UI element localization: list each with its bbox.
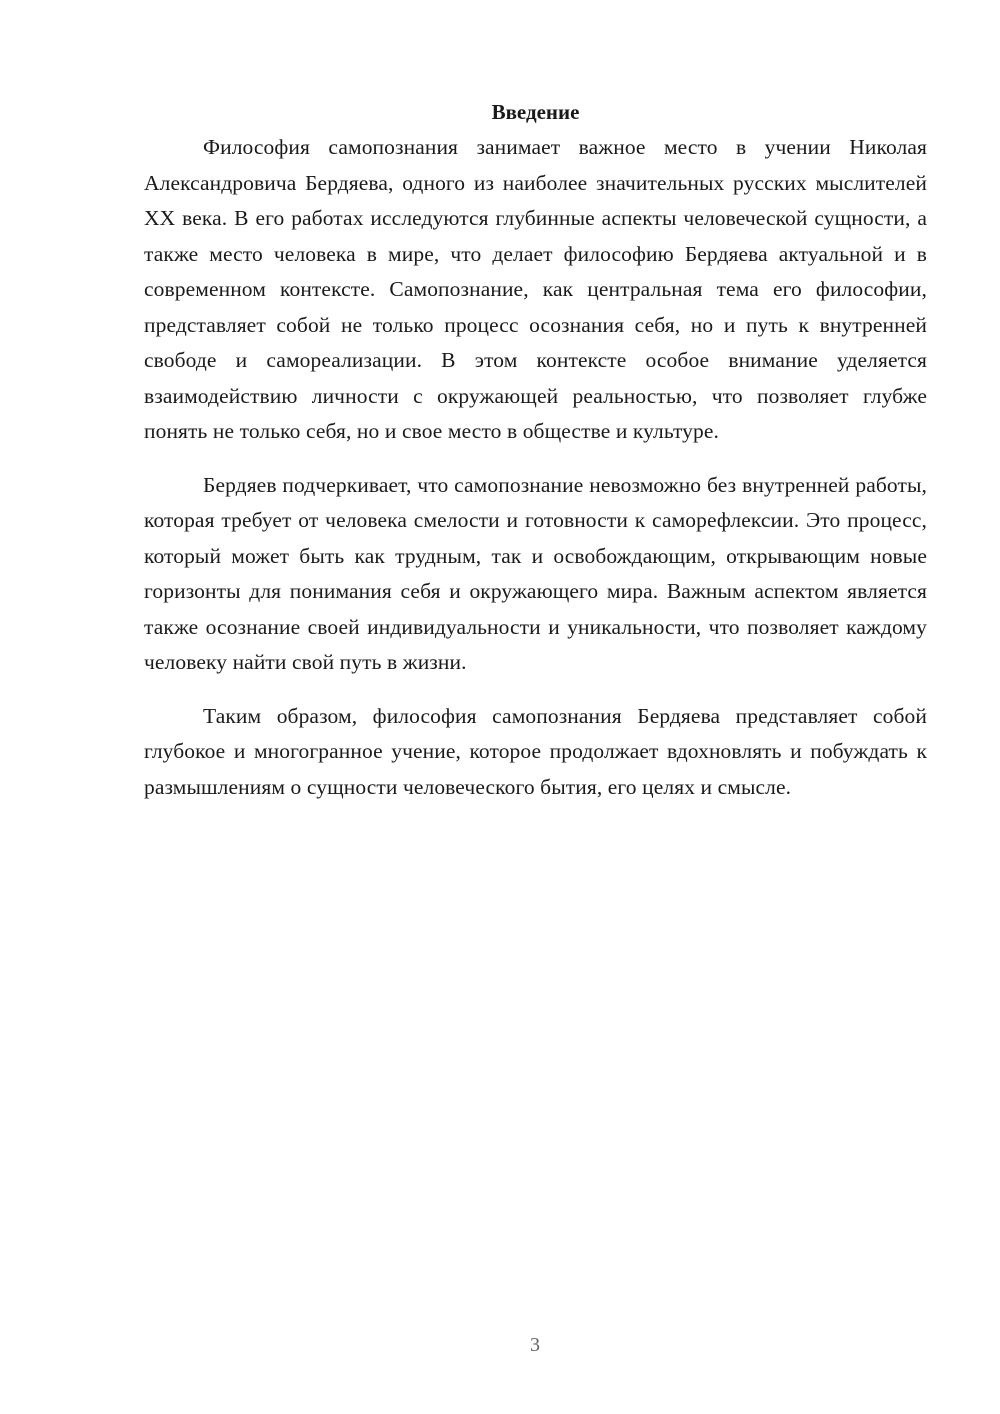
paragraph-2: Бердяев подчеркивает, что самопознание невозможно без внутренней работы, которая требует от человека смелости и готовности к саморефлексии. Это процесс, который может быть как трудным, так и освобождающим, открывающим новые горизонты для понимания себя и окружающего мира. Важным аспектом является также осознание своей индивидуальности и уникальности, что позволяет каждому человеку найти свой путь в жизни. [144,472,927,674]
page-content [144,94,927,805]
page-number: 3 [530,1334,540,1356]
section-heading: Введение [491,100,580,124]
paragraph-1: Философия самопознания занимает важное место в учении Николая Александровича Бердяева, одного из наиболее значительных русских мыслителей XX века. В его работах исследуются глубинные аспекты человеческой сущности, а также место человека в мире, что делает философию Бердяева актуальной и в современном контексте. Самопознание, как центральная тема его философии, представляет собой не только процесс осознания себя, но и путь к внутренней свободе и самореализации. В этом контексте особое внимание уделяется взаимодействию личности с окружающей реальностью, что позволяет глубже понять не только себя, но и свое место в обществе и культуре. [144,135,927,443]
paragraph-3: Таким образом, философия самопознания Бердяева представляет собой глубокое и многогранное учение, которое продолжает вдохновлять и побуждать к размышлениям о сущности человеческого бытия, его целях и смысле. [144,703,927,799]
